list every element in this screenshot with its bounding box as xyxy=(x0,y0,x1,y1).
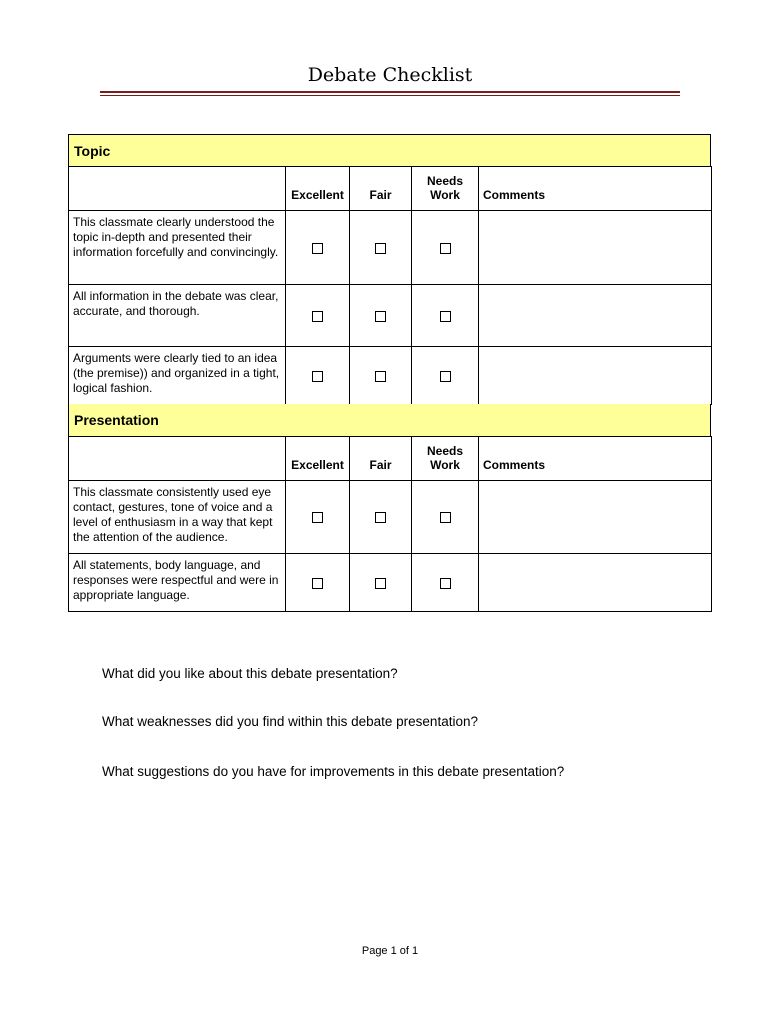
checkbox-excellent[interactable] xyxy=(312,243,323,254)
table-row xyxy=(69,481,712,554)
checkbox-needs-work[interactable] xyxy=(440,512,451,523)
comments-cell[interactable] xyxy=(479,211,712,285)
topic-table xyxy=(68,166,712,405)
col-comments: Comments xyxy=(479,437,712,481)
col-fair: Fair xyxy=(350,167,412,211)
criterion-text: Arguments were clearly tied to an idea (the premise)) and organized in a tight, logical fashion. xyxy=(69,347,286,405)
presentation-table xyxy=(68,436,712,612)
checkbox-excellent[interactable] xyxy=(312,512,323,523)
checkbox-fair[interactable] xyxy=(375,311,386,322)
checkbox-excellent[interactable] xyxy=(312,371,323,382)
col-fair: Fair xyxy=(350,437,412,481)
col-needs-work: Needs Work xyxy=(412,167,479,211)
page-title: Debate Checklist xyxy=(307,64,473,86)
checkbox-needs-work[interactable] xyxy=(440,578,451,589)
page-number: Page 1 of 1 xyxy=(361,945,419,957)
title-rule-thin xyxy=(100,95,680,96)
col-needs-work: Needs Work xyxy=(412,437,479,481)
checkbox-excellent[interactable] xyxy=(312,578,323,589)
empty-header-cell xyxy=(69,437,286,481)
checkbox-needs-work[interactable] xyxy=(440,311,451,322)
comments-cell[interactable] xyxy=(479,481,712,554)
criterion-text: This classmate consistently used eye contact, gestures, tone of voice and a level of enthusiasm in a way that kept the attention of the audience. xyxy=(69,481,286,554)
section-title: Topic xyxy=(74,143,111,159)
question-weaknesses: What weaknesses did you find within this debate presentation? xyxy=(102,714,478,729)
comments-cell[interactable] xyxy=(479,347,712,405)
table-row xyxy=(69,347,712,405)
section-title: Presentation xyxy=(74,412,159,428)
checkbox-fair[interactable] xyxy=(375,371,386,382)
table-row xyxy=(69,211,712,285)
col-excellent: Excellent xyxy=(286,437,350,481)
col-excellent: Excellent xyxy=(286,167,350,211)
col-comments: Comments xyxy=(479,167,712,211)
title-rule xyxy=(100,91,680,93)
question-like: What did you like about this debate presentation? xyxy=(102,666,398,681)
question-suggestions: What suggestions do you have for improvements in this debate presentation? xyxy=(102,764,565,779)
section-header-topic xyxy=(68,134,711,167)
comments-cell[interactable] xyxy=(479,554,712,612)
checkbox-fair[interactable] xyxy=(375,243,386,254)
header-row xyxy=(69,437,712,481)
empty-header-cell xyxy=(69,167,286,211)
checkbox-needs-work[interactable] xyxy=(440,371,451,382)
comments-cell[interactable] xyxy=(479,285,712,347)
checkbox-excellent[interactable] xyxy=(312,311,323,322)
table-row xyxy=(69,285,712,347)
checkbox-needs-work[interactable] xyxy=(440,243,451,254)
criterion-text: All statements, body language, and responses were respectful and were in appropriate language. xyxy=(69,554,286,612)
checkbox-fair[interactable] xyxy=(375,512,386,523)
table-row xyxy=(69,554,712,612)
criterion-text: This classmate clearly understood the topic in-depth and presented their information forcefully and convincingly. xyxy=(69,211,286,285)
criterion-text: All information in the debate was clear, accurate, and thorough. xyxy=(69,285,286,347)
section-header-presentation xyxy=(68,404,711,437)
header-row xyxy=(69,167,712,211)
checkbox-fair[interactable] xyxy=(375,578,386,589)
